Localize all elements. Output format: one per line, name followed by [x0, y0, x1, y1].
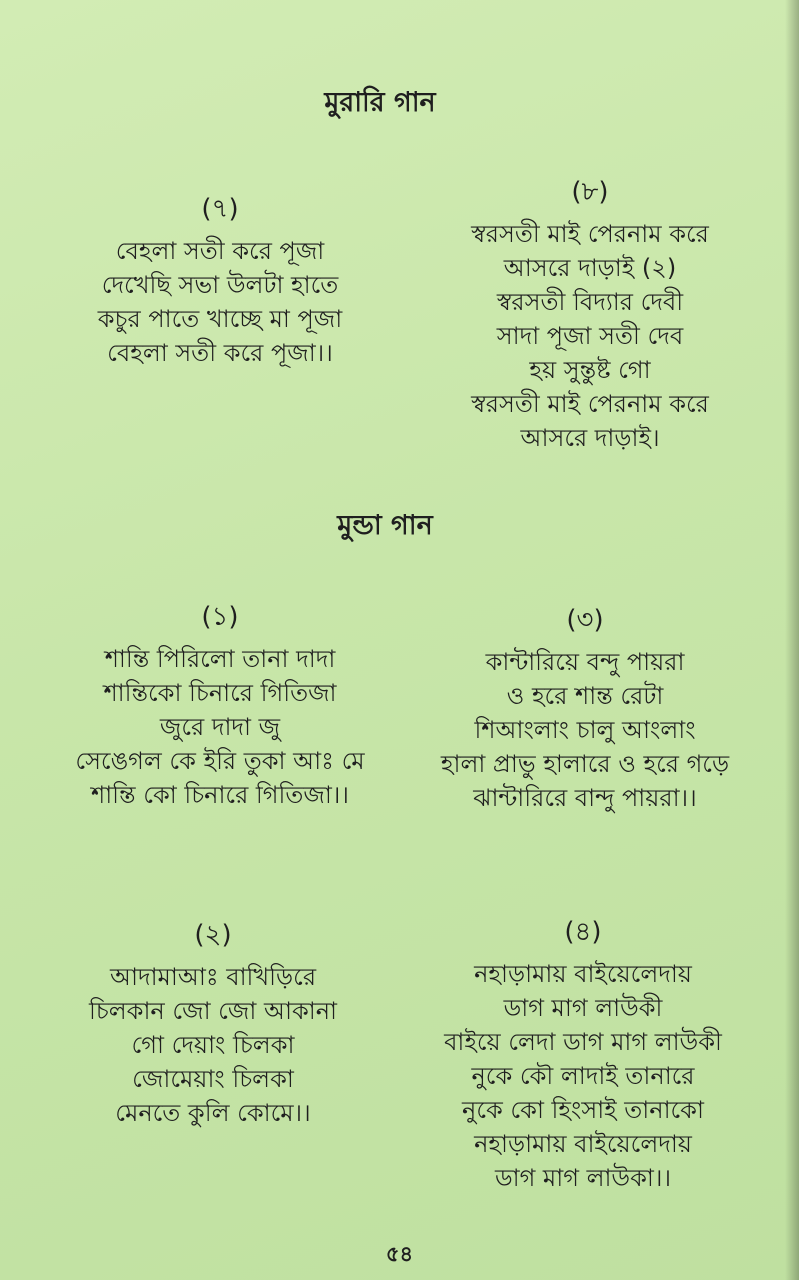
poem-number: (৭)	[201, 194, 239, 224]
poem-line: স্বরসতী মাই পেরনাম করে	[471, 220, 709, 248]
poem-line: আসরে দাড়াই।	[520, 424, 660, 452]
poem-line: ঝান্টারিরে বান্দু পায়রা।।	[473, 784, 697, 812]
poem-line: স্বরসতী বিদ্যার দেবী	[496, 288, 684, 316]
poem-line: বেহলা সতী করে পূজা	[115, 237, 325, 265]
section-title-murari: মুরারি গান	[324, 87, 436, 118]
poem-line: ডাগ মাগ লাউকী	[503, 994, 663, 1022]
poem-line: কান্টারিয়ে বন্দু পায়রা	[485, 648, 685, 676]
poem-line: সাদা পূজা সতী দেব	[496, 322, 684, 350]
poem-7	[35, 192, 405, 370]
poem-line: জুরে দাদা জু	[159, 713, 281, 741]
poem-2	[28, 918, 398, 1130]
poem-line: ডাগ মাগ লাউকা।।	[494, 1164, 672, 1192]
poem-line: ও হরে শান্ত রেটা	[506, 682, 664, 710]
poem-1	[35, 600, 405, 812]
poem-number: (৮)	[571, 177, 609, 207]
poem-number: (৩)	[566, 605, 604, 635]
poem-4	[398, 915, 768, 1195]
poem-line: হালা প্রাভু হালারে ও হরে গড়ে	[440, 750, 730, 778]
poem-3	[400, 603, 770, 815]
poem-line: গো দেয়াং চিলকা	[131, 1031, 295, 1059]
poem-line: শান্তিকো চিনারে গিতিজা	[103, 679, 337, 707]
poem-line: নুকে কৌ লাদাই তানারে	[471, 1062, 695, 1090]
poem-line: সেঙেগল কে ইরি তুকা আঃ মে	[75, 747, 365, 775]
page-number: ৫৪	[385, 1242, 414, 1266]
poem-line: হয় সুন্তুষ্ট গো	[529, 356, 651, 384]
poem-line: আদামাআঃ বাখিড়িরে	[109, 963, 317, 991]
poem-line: দেখেছি সভা উলটা হাতে	[101, 271, 339, 299]
poem-line: জোমেয়াং চিলকা	[132, 1065, 294, 1093]
poem-line: স্বরসতী মাই পেরনাম করে	[471, 390, 709, 418]
section-title-munda: মুন্ডা গান	[337, 510, 433, 541]
poem-line: বেহলা সতী করে পূজা।।	[107, 339, 333, 367]
poem-line: নুকে কো হিংসাই তানাকো	[462, 1096, 704, 1124]
poem-line: শান্তি কো চিনারে গিতিজা।।	[91, 781, 349, 809]
poem-8	[405, 175, 775, 455]
poem-line: শিআংলাং চালু আংলাং	[474, 716, 696, 744]
poem-line: বাইয়ে লেদা ডাগ মাগ লাউকী	[444, 1028, 722, 1056]
poem-line: চিলকান জো জো আকানা	[88, 997, 338, 1025]
poem-line: নহাড়ামায় বাইয়েলেদায়	[474, 960, 692, 988]
poem-number: (৪)	[564, 917, 602, 947]
poem-line: নহাড়ামায় বাইয়েলেদায়	[474, 1130, 692, 1158]
poem-number: (১)	[201, 602, 239, 632]
poem-line: কচুর পাতে খাচ্ছে মা পূজা	[97, 305, 343, 333]
poem-number: (২)	[194, 920, 232, 950]
poem-line: মেনতে কুলি কোমে।।	[115, 1099, 311, 1127]
poem-line: শান্তি পিরিলো তানা দাদা	[104, 645, 336, 673]
poem-line: আসরে দাড়াই (২)	[503, 254, 677, 282]
